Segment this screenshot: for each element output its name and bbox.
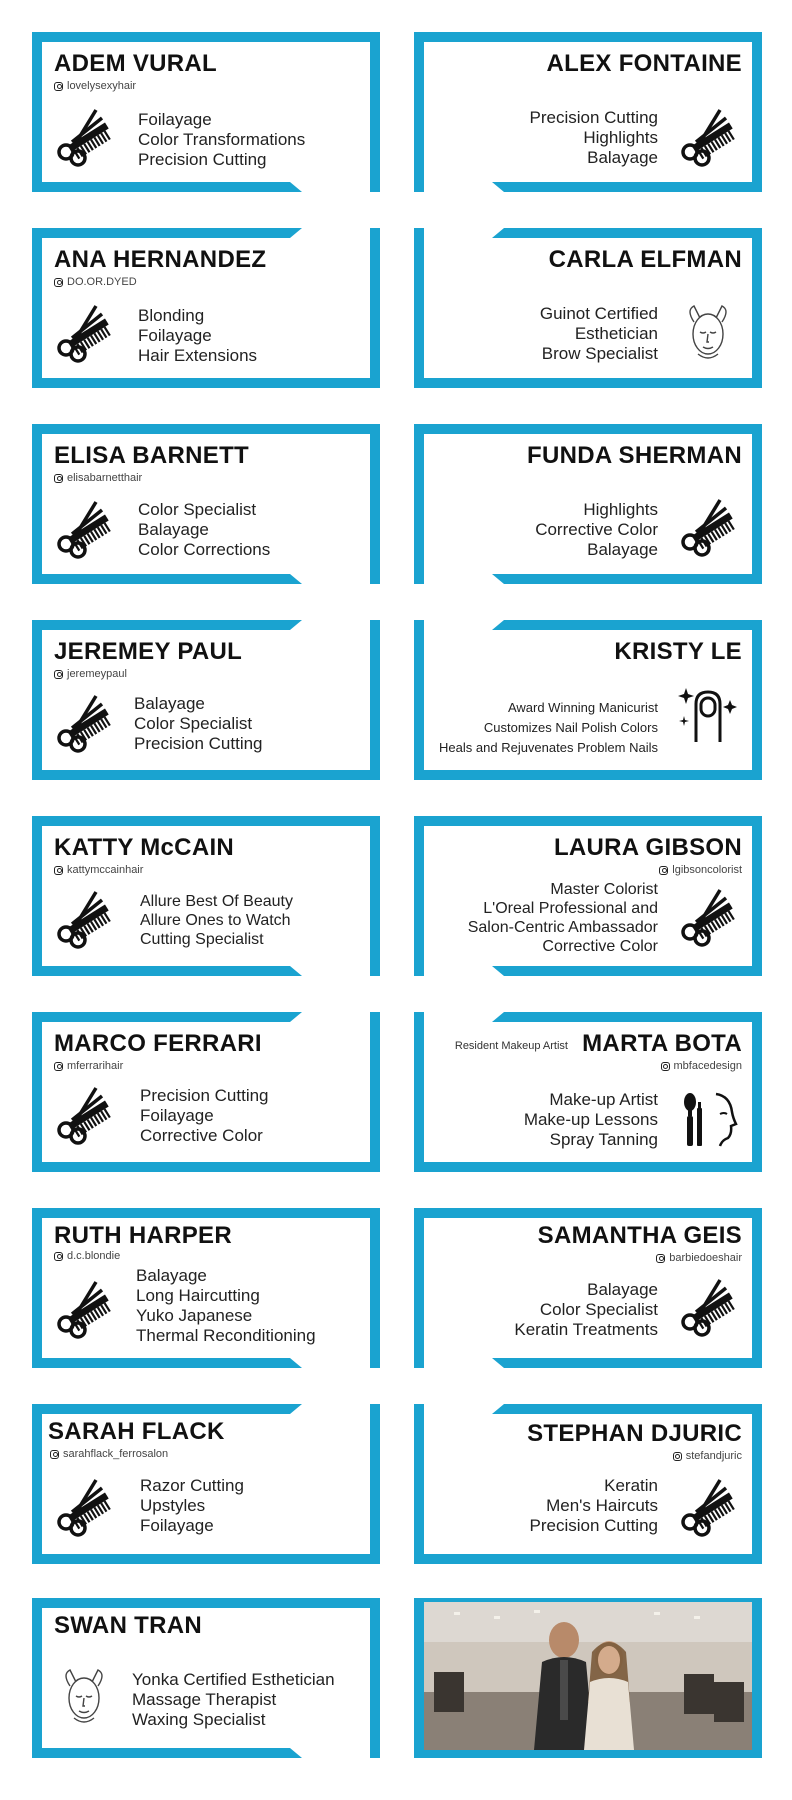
instagram-icon [54, 670, 63, 679]
instagram-handle[interactable]: DO.OR.DYED [54, 276, 137, 288]
instagram-handle[interactable]: lgibsoncolorist [659, 864, 742, 876]
stylist-card-sarah-flack [32, 1404, 380, 1564]
stylist-card-carla-elfman [414, 228, 762, 388]
scissors-comb-icon [52, 1278, 116, 1342]
stylist-card-laura-gibson [414, 816, 762, 976]
stylist-name: CARLA ELFMAN [548, 246, 742, 273]
stylist-name: MARCO FERRARI [54, 1030, 262, 1057]
makeup-brush-face-icon [676, 1088, 740, 1152]
scissors-comb-icon [52, 498, 116, 562]
scissors-comb-icon [52, 106, 116, 170]
skills-list: Foilayage Color Transformations Precision Cutting [138, 110, 306, 169]
stylist-card-alex-fontaine [414, 32, 762, 192]
scissors-comb-icon [52, 692, 116, 756]
stylist-card-marta-bota [414, 1012, 762, 1172]
instagram-icon [659, 866, 668, 875]
stylist-card-swan-tran [32, 1598, 380, 1758]
scissors-comb-icon [676, 886, 740, 950]
instagram-icon [54, 1252, 63, 1261]
scissors-comb-icon [52, 302, 116, 366]
skills-list: Balayage Color Specialist Precision Cutting [134, 694, 263, 753]
skills-list: Award Winning Manicurist Customizes Nail Polish Colors Heals and Rejuvenates Problem Nails [439, 700, 658, 755]
skills-list: Yonka Certified Esthetician Massage Therapist Waxing Specialist [132, 1670, 335, 1729]
skills-list: Precision Cutting Highlights Balayage [529, 108, 658, 167]
stylist-name: STEPHAN DJURIC [527, 1420, 742, 1447]
scissors-comb-icon [52, 1084, 116, 1148]
scissors-comb-icon [52, 888, 116, 952]
skills-list: Allure Best Of Beauty Allure Ones to Watch Cutting Specialist [140, 893, 293, 948]
stylist-card-jeremey-paul [32, 620, 380, 780]
instagram-handle[interactable]: barbiedoeshair [656, 1252, 742, 1264]
instagram-handle[interactable]: jeremeypaul [54, 668, 127, 680]
nail-icon [676, 682, 740, 746]
instagram-handle[interactable]: mferrarihair [54, 1060, 123, 1072]
stylist-name: LAURA GIBSON [553, 834, 742, 861]
skills-list: Make-up Artist Make-up Lessons Spray Tanning [523, 1090, 658, 1149]
skills-list: Keratin Men's Haircuts Precision Cutting [529, 1476, 658, 1535]
stylist-name: RUTH HARPER [54, 1222, 232, 1249]
salon-team-photo [424, 1602, 752, 1750]
stylist-name: MARTA BOTA [582, 1030, 742, 1057]
instagram-handle[interactable]: stefandjuric [673, 1450, 742, 1462]
scissors-comb-icon [52, 1476, 116, 1540]
stylist-card-funda-sherman [414, 424, 762, 584]
skills-list: Razor Cutting Upstyles Foilayage [140, 1476, 244, 1535]
skills-list: Master Colorist L'Oreal Professional and Salon-Centric Ambassador Corrective Color [467, 881, 658, 955]
instagram-icon [50, 1450, 59, 1459]
instagram-handle[interactable]: lovelysexyhair [54, 80, 136, 92]
stylist-card-ruth-harper [32, 1208, 380, 1368]
instagram-icon [54, 1062, 63, 1071]
skills-list: Color Specialist Balayage Color Corrections [138, 500, 271, 559]
skills-list: Highlights Corrective Color Balayage [535, 500, 658, 559]
stylist-name: KATTY McCAIN [54, 834, 235, 861]
instagram-icon [54, 278, 63, 287]
frame [32, 32, 42, 192]
stylist-card-samantha-geis [414, 1208, 762, 1368]
skills-list: Precision Cutting Foilayage Corrective Color [140, 1086, 269, 1145]
stylist-name: ADEM VURAL [54, 50, 217, 77]
stylist-name: SWAN TRAN [54, 1612, 203, 1639]
instagram-handle[interactable]: kattymccainhair [54, 864, 143, 876]
stylist-card-stephan-djuric [414, 1404, 762, 1564]
stylist-card-kristy-le [414, 620, 762, 780]
instagram-handle[interactable]: elisabarnetthair [54, 472, 142, 484]
scissors-comb-icon [676, 1276, 740, 1340]
instagram-icon [54, 866, 63, 875]
stylist-card-adem-vural [32, 32, 380, 192]
stylist-name: ELISA BARNETT [54, 442, 250, 469]
instagram-icon [656, 1254, 665, 1263]
scissors-comb-icon [676, 1476, 740, 1540]
instagram-icon [54, 474, 63, 483]
stylist-name: FUNDA SHERMAN [526, 442, 742, 469]
scissors-comb-icon [676, 496, 740, 560]
stylist-card-marco-ferrari [32, 1012, 380, 1172]
role-tag: Resident Makeup Artist [454, 1040, 568, 1052]
instagram-icon [661, 1062, 670, 1071]
scissors-comb-icon [676, 106, 740, 170]
stylist-card-katty-mccain [32, 816, 380, 976]
instagram-handle[interactable]: sarahflack_ferrosalon [50, 1448, 168, 1460]
stylist-name: ANA HERNANDEZ [54, 246, 267, 273]
face-icon [52, 1664, 116, 1728]
skills-list: Balayage Color Specialist Keratin Treatments [514, 1280, 658, 1339]
face-icon [676, 300, 740, 364]
skills-list: Balayage Long Haircutting Yuko Japanese Thermal Reconditioning [136, 1266, 316, 1345]
skills-list: Blonding Foilayage Hair Extensions [138, 306, 258, 365]
skills-list: Guinot Certified Esthetician Brow Specialist [539, 304, 658, 363]
stylist-card-elisa-barnett [32, 424, 380, 584]
stylist-name: SAMANTHA GEIS [537, 1222, 742, 1249]
instagram-handle[interactable]: mbfacedesign [661, 1060, 743, 1072]
stylist-name: KRISTY LE [614, 638, 742, 665]
instagram-icon [54, 82, 63, 91]
instagram-handle[interactable]: d.c.blondie [54, 1250, 120, 1262]
stylist-name: SARAH FLACK [48, 1418, 225, 1445]
instagram-icon [673, 1452, 682, 1461]
stylist-card-ana-hernandez [32, 228, 380, 388]
stylist-name: JEREMEY PAUL [54, 638, 243, 665]
stylist-name: ALEX FONTAINE [546, 50, 742, 77]
